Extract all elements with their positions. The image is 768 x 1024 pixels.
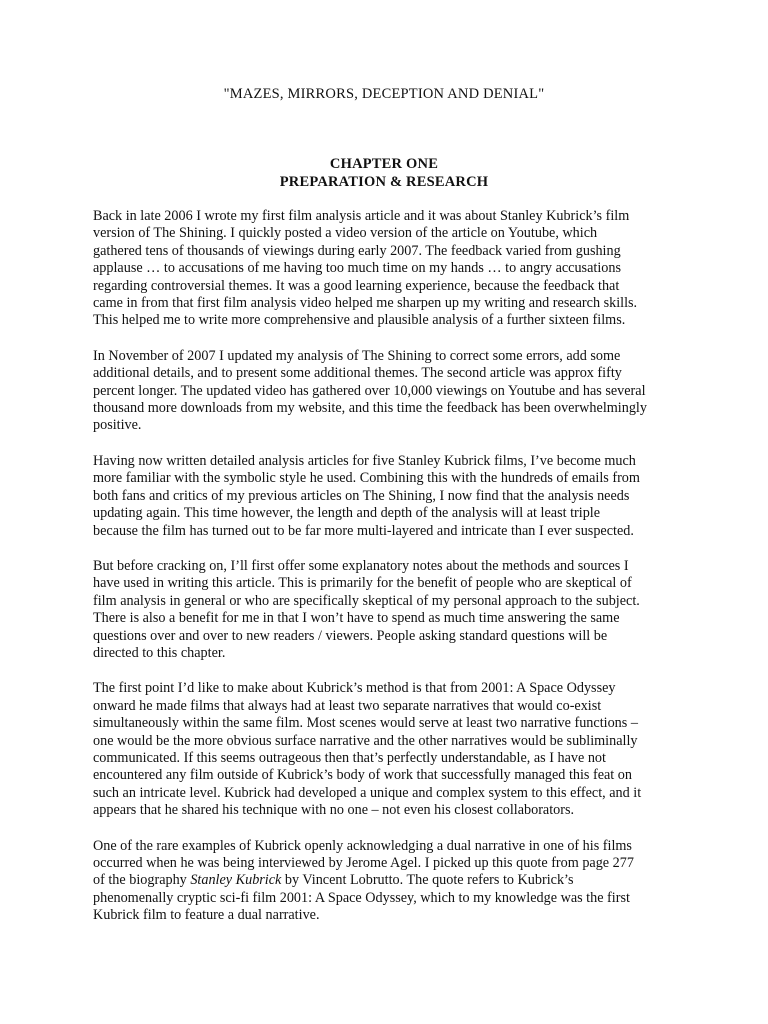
chapter-title: PREPARATION & RESEARCH xyxy=(279,174,489,190)
text-line-with-book-title xyxy=(93,872,683,889)
text-line: applause … to accusations of me having too much time on my hands … to angry accusations xyxy=(93,260,621,277)
paragraph-1 xyxy=(93,208,683,330)
paragraph-2 xyxy=(93,348,683,435)
text-line: have used in writing this article. This is primarily for the benefit of people who are skeptical of xyxy=(93,575,632,592)
text-line: The first point I’d like to make about Kubrick’s method is that from 2001: A Space Odyssey xyxy=(93,680,616,697)
text-line: thousand more downloads from my website, and this time the feedback has been overwhelmingly xyxy=(93,400,647,417)
text-line: There is also a benefit for me in that I won’t have to spend as much time answering the same xyxy=(93,610,620,627)
text-line: But before cracking on, I’ll first offer some explanatory notes about the methods and sources I xyxy=(93,557,629,574)
book-title: Stanley Kubrick xyxy=(190,872,282,889)
text-line: directed to this chapter. xyxy=(93,644,226,661)
text-line: Back in late 2006 I wrote my first film analysis article and it was about Stanley Kubrick’s film xyxy=(93,208,630,224)
text-line: came in from that first film analysis video helped me sharpen up my writing and research skills. xyxy=(93,295,638,312)
text-line: In November of 2007 I updated my analysis of The Shining to correct some errors, add some xyxy=(93,347,621,364)
text-line: onward he made films that always had at least two separate narratives that would co-exist xyxy=(93,697,602,714)
text-line: simultaneously within the same film. Most scenes would serve at least two narrative functions – xyxy=(93,715,638,732)
paragraph-3 xyxy=(93,453,683,540)
text-line: additional details, and to present some additional themes. The second article was approx fifty xyxy=(93,365,622,382)
text-line: gathered tens of thousands of viewings during early 2007. The feedback varied from gushing xyxy=(93,242,621,259)
text-line: phenomenally cryptic sci-fi film 2001: A Space Odyssey, which to my knowledge was the first xyxy=(93,889,630,906)
text-line: updating again. This time however, the length and depth of the analysis will at least triple xyxy=(93,505,601,522)
text-line: one would be the more obvious surface narrative and the other narratives would be subliminally xyxy=(93,732,638,749)
body-text xyxy=(93,208,683,943)
text-line: both fans and critics of my previous articles on The Shining, I now find that the analysis needs xyxy=(93,487,630,504)
text-line: This helped me to write more comprehensive and plausible analysis of a further sixteen films. xyxy=(93,312,626,329)
text-line: percent longer. The updated video has gathered over 10,000 viewings on Youtube and has several xyxy=(93,382,646,399)
chapter-number: CHAPTER ONE xyxy=(329,156,439,172)
text-line: communicated. If this seems outrageous then that’s perfectly understandable, as I have not xyxy=(93,749,606,766)
text-line: questions over and over to new readers / viewers. People asking standard questions will be xyxy=(93,627,608,644)
text-segment: by Vincent Lobrutto. The quote refers to Kubrick’s xyxy=(281,872,574,889)
paragraph-6 xyxy=(93,838,683,925)
text-line: encountered any film outside of Kubrick’s body of work that successfully managed this feat on xyxy=(93,767,632,784)
text-line: more familiar with the symbolic style he used. Combining this with the hundreds of emails from xyxy=(93,470,640,487)
text-line: film analysis in general or who are specifically skeptical of my personal approach to the subject. xyxy=(93,592,640,609)
text-line: regarding controversial themes. It was a good learning experience, because the feedback that xyxy=(93,277,620,294)
text-line: such an intricate level. Kubrick had developed a unique and complex system to this effect, and it xyxy=(93,784,642,801)
paragraph-4 xyxy=(93,558,683,662)
text-line: appears that he shared his technique with no one – not even his closest collaborators. xyxy=(93,802,575,819)
document-title: "MAZES, MIRRORS, DECEPTION AND DENIAL" xyxy=(223,86,545,102)
text-segment: of the biography xyxy=(93,872,191,889)
chapter-heading xyxy=(0,155,768,191)
text-line: One of the rare examples of Kubrick openly acknowledging a dual narrative in one of his films xyxy=(93,837,632,854)
text-line: version of The Shining. I quickly posted a video version of the article on Youtube, which xyxy=(93,225,598,242)
text-line: occurred when he was being interviewed by Jerome Agel. I picked up this quote from page 277 xyxy=(93,855,634,871)
paragraph-5 xyxy=(93,680,683,819)
text-line: Having now written detailed analysis articles for five Stanley Kubrick films, I’ve become much xyxy=(93,452,636,469)
text-line: because the film has turned out to be far more multi-layered and intricate than I ever suspected. xyxy=(93,522,634,539)
text-line: positive. xyxy=(93,417,142,434)
text-line: Kubrick film to feature a dual narrative. xyxy=(93,907,320,924)
